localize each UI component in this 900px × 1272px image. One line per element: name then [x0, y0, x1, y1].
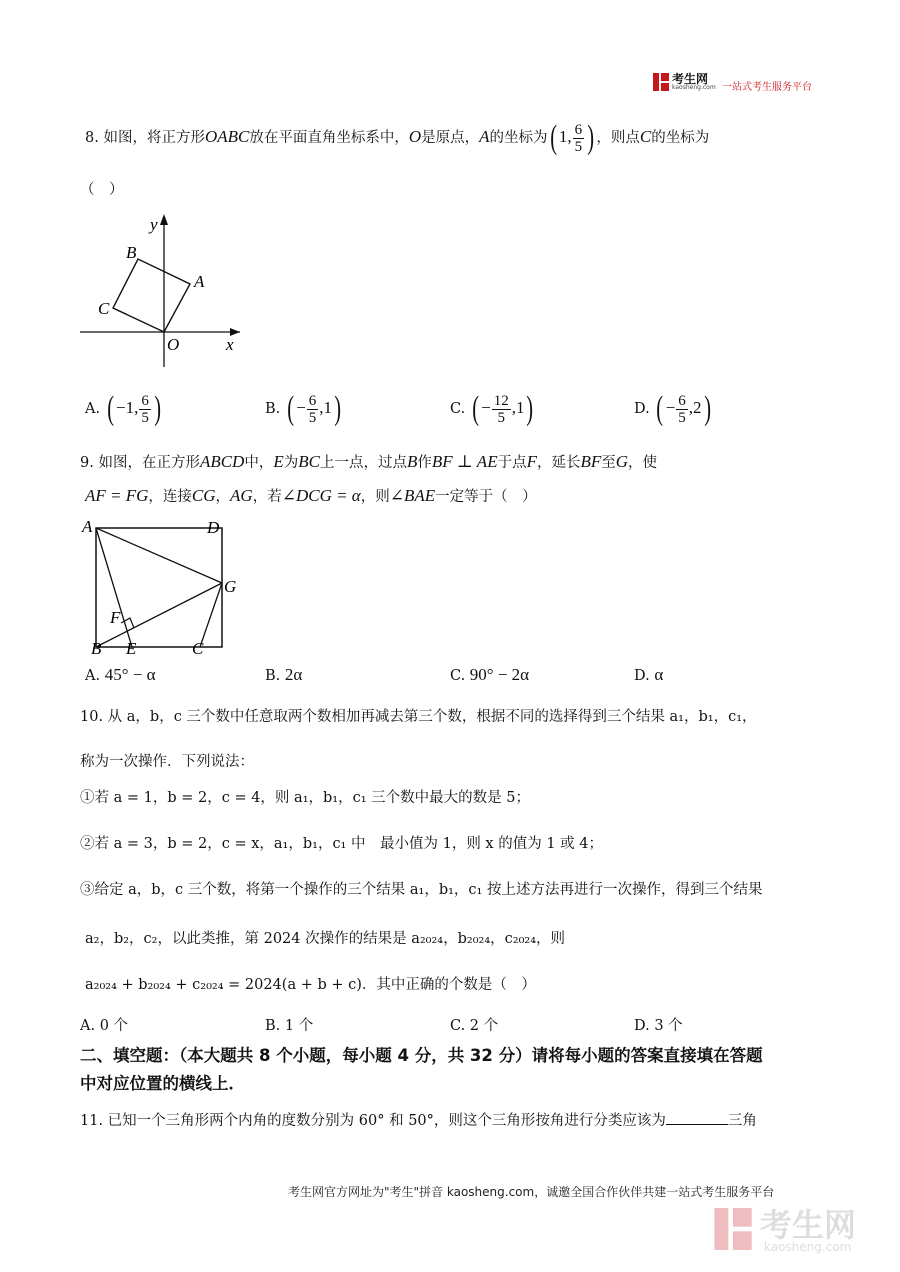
q10-item1: ①若 a = 1，b = 2，c = 4，则 a₁，b₁，c₁ 三个数中最大的数是 5； — [80, 790, 530, 806]
section2-heading-line2: 中对应位置的横线上． — [80, 1074, 245, 1093]
answer-blank[interactable] — [666, 1110, 728, 1125]
q8-option-c: C. ( − $\frac{12}{5}$ ,1) — [450, 390, 534, 427]
label-b: B — [91, 639, 102, 658]
label-a: A — [82, 517, 93, 536]
q9-stem-line2: AF = FG，连接CG，AG，若∠DCG = α，则∠BAE一定等于（ ） — [85, 486, 537, 505]
q10-item2: ②若 a = 3，b = 2，c = x，a₁，b₁，c₁ 中 最小值为 1，则 x 的值为 1 或 4； — [80, 836, 603, 852]
header-logo — [652, 70, 822, 96]
watermark-text: 考生网 — [760, 1206, 857, 1244]
q10-item3b: a₂，b₂，c₂，以此类推，第 2024 次操作的结果是 a₂₀₂₄，b₂₀₂₄，c₂₀₂₄，则 — [85, 931, 566, 947]
q10-option-c: C. 2 个 — [450, 1018, 499, 1034]
q8-option-b: B. ( − $\frac{6}{5}$ ,1) — [265, 390, 342, 427]
watermark-subtext: kaosheng.com — [764, 1240, 852, 1254]
q8-option-a: A. ( −1, $\frac{6}{5}$ ) — [85, 390, 161, 427]
footer-text: 考生网官方网址为"考生"拼音 kaosheng.com，诚邀全国合作伙伴共建一站式考生服务平台 — [288, 1185, 775, 1199]
q10-line2: 称为一次操作．下列说法： — [80, 754, 254, 770]
label-o: O — [167, 335, 180, 354]
label-d: D — [207, 518, 220, 537]
kaosheng-logo-icon — [652, 72, 670, 92]
q9-option-d: D. α — [634, 665, 664, 684]
q10-option-b: B. 1 个 — [265, 1018, 314, 1034]
logo-subtext: kaosheng.com — [672, 84, 716, 91]
q9-option-a: A. 45° − α — [85, 665, 156, 684]
label-a: A — [194, 272, 205, 291]
q9-stem-line1: 9. 如图，在正方形ABCD中，E为BC上一点，过点B作BF ⊥ AE于点F，延长BF至G，使 — [80, 452, 658, 471]
q10-item3c: a₂₀₂₄ + b₂₀₂₄ + c₂₀₂₄ = 2024(a + b + c)．其中正确的个数是（ ） — [85, 977, 536, 993]
label-y: y — [150, 215, 158, 234]
fraction: $\frac{6}{5}$ — [574, 121, 583, 155]
q11-stem: 11. 已知一个三角形两个内角的度数分别为 60° 和 50°，则这个三角形按角进行分类应该为 三角 — [80, 1110, 757, 1131]
q8-stem: 8. 如图，将正方形OABC放在平面直角坐标系中，O是原点，A的坐标为( 1, $\frac{6}{5}$ ) ，则点C的坐标为 — [85, 119, 710, 156]
label-g: G — [224, 577, 237, 596]
q10-option-d: D. 3 个 — [634, 1018, 683, 1034]
q10-option-a: A. 0 个 — [80, 1018, 129, 1034]
logo-text: 考生网 — [672, 72, 709, 86]
label-c: C — [98, 299, 110, 318]
q8-answer-paren: （ ） — [80, 182, 124, 198]
header-slogan: 一站式考生服务平台 — [722, 82, 812, 93]
watermark — [712, 1200, 892, 1260]
label-x: x — [226, 335, 234, 354]
watermark-logo-icon — [712, 1204, 754, 1254]
q10-line1: 10. 从 a，b，c 三个数中任意取两个数相加再减去第三个数，根据不同的选择得到三个结果 a₁，b₁，c₁， — [80, 709, 757, 725]
label-f: F — [110, 608, 121, 627]
q10-item3a: ③给定 a，b，c 三个数，将第一个操作的三个结果 a₁，b₁，c₁ 按上述方法再进行一次操作，得到三个结果 — [80, 882, 763, 898]
q9-option-b: B. 2α — [265, 665, 303, 684]
q8-option-d: D. ( − $\frac{6}{5}$ ,2) — [634, 390, 711, 427]
q8-coordinate-figure — [80, 212, 250, 372]
q9-option-c: C. 90° − 2α — [450, 665, 530, 684]
q9-square-figure — [80, 516, 250, 658]
label-c: C — [192, 639, 204, 658]
label-b: B — [126, 243, 137, 262]
label-e: E — [126, 639, 137, 658]
section2-heading-line1: 二、填空题：（本大题共 8 个小题，每小题 4 分，共 32 分）请将每小题的答案直接填在答题 — [80, 1046, 763, 1065]
